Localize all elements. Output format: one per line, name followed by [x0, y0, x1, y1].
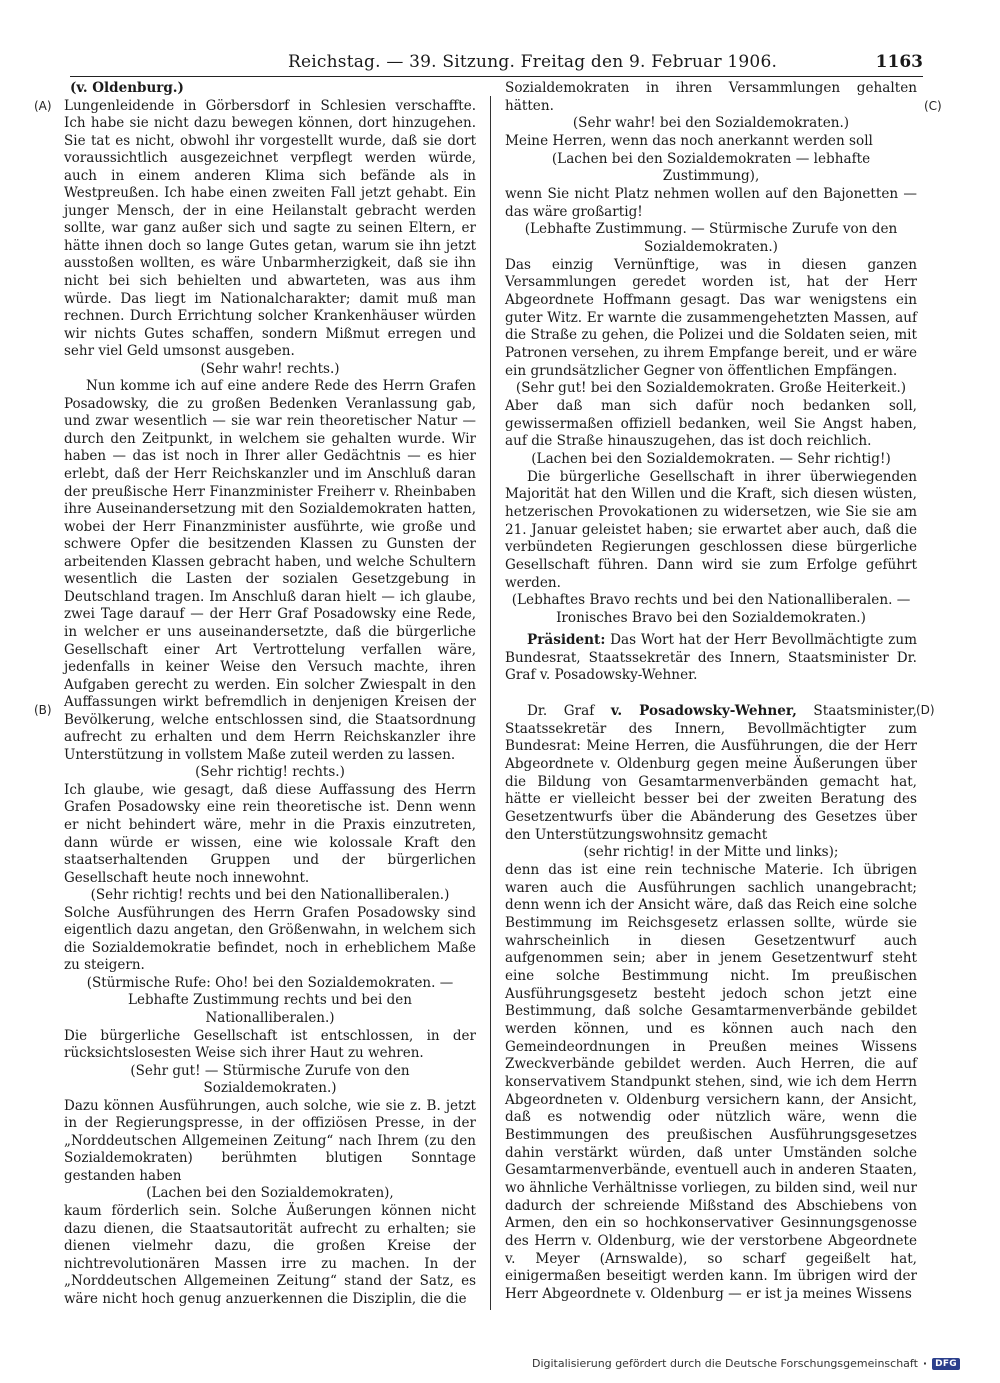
margin-marker-d: (D) — [916, 703, 935, 717]
right-column — [505, 80, 917, 1304]
digitization-credit: Digitalisierung gefördert durch die Deutsche Forschungsgemeinschaft — [531, 1357, 918, 1370]
interjection: (Sehr gut! — Stürmische Zurufe von den Sozialdemokraten.) — [130, 1062, 410, 1097]
header-rule — [70, 76, 923, 77]
interjection: (Lachen bei den Sozialdemokraten), — [146, 1185, 394, 1202]
speech-text: Staatsminister, Staatssekretär des Innern, Bevollmächtigter zum Bundesrat: Meine Herren, die Ausführungen, die der Herr Abgeordnete v. Oldenburg gegen meine Äußerungen über die Bildung von Gesamtarmenverbänden gemacht hat, hätte er vielleicht besser bei der zweiten Beratung des Gesetzentwurfs über die Abänderung des Gesetzes über den Unterstützungswohnsitz gemacht — [505, 702, 917, 843]
page-header — [70, 52, 923, 76]
interjection: (Stürmische Rufe: Oho! bei den Sozialdemokraten. — Lebhafte Zustimmung rechts und bei den Nationalliberalen.) — [86, 974, 454, 1026]
paragraph: Meine Herren, wenn das noch anerkannt werden soll — [505, 133, 873, 150]
paragraph: kaum förderlich sein. Solche Äußerungen können nicht dazu dienen, die Staatsautorität aufrecht zu erhalten; sie dienen vielmehr dazu, die großen Kreise der nichtrevolutionären Massen irre zu machen. In der „Norddeutschen Allgemeinen Zeitung“ stand der Satz, es wäre nicht hoch genug anzuerkennen die Disziplin, die die — [64, 1203, 476, 1307]
paragraph: Das einzig Vernünftige, was in diesen ganzen Versammlungen geredet worden ist, hat der Herr Abgeordnete Hoffmann gesagt. Das war wenigstens ein guter Witz. Er warnte die zusammengehetzten Massen, auf die Straße zu gehen, die Polizei und die Soldaten seien, mit Patronen versehen, zu ihrem Empfange bereit, und er wäre ein grundsätzlicher Gegner von öffentlichen Empfängen. — [505, 256, 917, 379]
left-column — [64, 80, 476, 1308]
paragraph: Lungenleidende in Görbersdorf in Schlesien verschaffte. Ich habe sie nicht dazu bewegen können, dort hinzugehen. Sie tat es nicht, obwohl ihr vorgestellt wurde, daß sie dort voraussichtlich ausgezeichnet verpflegt werden würde, auch in einem anderen Klima sich befände als in Westpreußen. Ich habe einen zweiten Fall jetzt gehabt. Ein junger Mensch, der in eine Heilanstalt gebracht werden sollte, war ganz außer sich und sagte zu seinen Eltern, er hätte ihnen doch so lange Gutes getan, warum sie ihn jetzt ausstoßen wollten, es wäre Unbarmherzigkeit, daß sie ihn nicht bei sich behielten und abwarteten, was aus ihm würde. Das liegt im Nationalcharakter; damit muß man rechnen. Durch Errichtung solcher Krankenhäuser würden wir nichts Gutes schaffen, sondern Mißmut erregen und sehr viel Geld umsonst ausgeben. — [64, 97, 476, 360]
paragraph: Sozialdemokraten in ihren Versammlungen gehalten hätten. — [505, 80, 917, 114]
interjection: (Lachen bei den Sozialdemokraten — lebhafte Zustimmung), — [551, 150, 871, 185]
paragraph: Die bürgerliche Gesellschaft in ihrer überwiegenden Majorität hat den Willen und die Kraft, sich diesen wüsten, hetzerischen Provokationen zu widersetzen, wie Sie sie am 21. Januar geleistet haben; sie erwartet aber auch, daß die verbündeten Regierungen geschlossen diese bürgerliche Gesellschaft führen. Dann wird sie zum Erfolge geführt werden. — [505, 468, 917, 591]
paragraph: denn das ist eine rein technische Materie. Ich übrigen waren auch die Ausführungen sachlich unangebracht; denn wenn ich der Ansicht wäre, daß das Reich eine solche Bestimmung im Reichsgesetz erlassen sollte, würde sie wahrscheinlich in diesen Gesetzentwurf auch aufgenommen sein; aber in jenem Gesetzentwurf steht eine solche Bestimmung nicht. Im preußischen Ausführungsgesetz besteht jedoch schon jetzt eine Bestimmung, daß solche Gesamtarmenverbände gebildet werden können, und es können auch nach den Gemeindeordnungen in Preußen meines Wissens Zweckverbände gebildet werden. Auch Herren, die auf konservativem Standpunkt stehen, sind, wie ich dem Herrn Abgeordneten v. Oldenburg versichern kann, der Ansicht, daß es notwendig oder nützlich wäre, wenn die Bestimmungen des preußischen Ausführungsgesetzes dahin verstärkt würden, daß unter Umständen solche Gesamtarmenverbände, eventuell auch in anderen Staaten, wo ähnliche Verhältnisse vorliegen, zu bilden sind, weil nur dadurch der schreiende Mißstand des Abschiebens von Armen, den ein so hochkonservativer Gesinnungsgenosse des Herrn v. Oldenburg, wie der verstorbene Abgeordnete v. Meyer (Arnswalde), so scharf gegeißelt hat, einigermaßen beseitigt werden kann. Im übrigen wird der Herr Abgeordnete v. Oldenburg — er ist ja meines Wissens — [505, 861, 917, 1303]
speaker-label: Präsident: — [527, 631, 606, 648]
interjection: (Sehr wahr! bei den Sozialdemokraten.) — [572, 115, 850, 132]
paragraph: Aber daß man sich dafür noch bedanken soll, gewissermaßen offiziell bedanken, weil Sie Angst haben, auf die Straße hinauszugehen, das ist doch reichlich. — [505, 398, 917, 450]
interjection: (Lebhaftes Bravo rechts und bei den Nationalliberalen. — Ironisches Bravo bei den Sozialdemokraten.) — [511, 592, 911, 627]
paragraph: Nun komme ich auf eine andere Rede des Herrn Grafen Posadowsky, die zu großen Bedenken Veranlassung gab, und zwar wesentlich — sie war rein theoretischer Natur — durch den Zeitpunkt, in welchem sie gehalten wurde. Wir haben — das ist noch in Ihrer aller Gedächtnis — es hier erlebt, daß der Herr Reichskanzler und im Anschluß daran der preußische Herr Finanzminister Freiherr v. Rheinbaben ihre Auseinandersetzung mit den Sozialdemokraten hatten, wobei der Herr Finanzminister ausführte, wie große und schwere Opfer die besitzenden Klassen zu Gunsten der arbeitenden Klassen gebracht haben, und welche Schultern wesentlich die Lasten der sozialen Gesetzgebung in Deutschland tragen. Im Anschluß daran hielt — ich glaube, zwei Tage darauf — der Herr Graf Posadowsky eine Rede, in welcher er uns auseinandersetzte, daß die bürgerliche Gesellschaft einer Art Vertrottelung verfallen wäre, jedenfalls in keiner Weise den Versuch machte, ihren Aufgaben gerecht zu werden. Ein solcher Zwiespalt in den Auffassungen wirkt befremdlich in denjenigen Kreisen der Bevölkerung, welche entschlossen sind, die Staatsordnung aufrecht zu erhalten und dem Herrn Reichskanzler ihre Unterstützung in vollstem Maße zuteil werden zu lassen. — [64, 378, 476, 763]
separator-dot: · — [922, 1357, 928, 1370]
interjection: (sehr richtig! in der Mitte und links); — [583, 844, 839, 861]
president-statement — [505, 632, 917, 685]
page-number: 1163 — [875, 52, 923, 72]
paragraph: Solche Ausführungen des Herrn Grafen Posadowsky sind eigentlich dazu angetan, den Größenwahn, in welchem sich die Sozialdemokratie befindet, noch in erheblichem Maße zu steigern. — [64, 904, 476, 974]
speaker-continuation-header: (v. Oldenburg.) — [70, 80, 184, 96]
interjection: (Lebhafte Zustimmung. — Stürmische Zurufe von den Sozialdemokraten.) — [524, 221, 898, 256]
paragraph: Ich glaube, wie gesagt, daß diese Auffassung des Herrn Grafen Posadowsky eine rein theoretische ist. Denn wenn er nicht behindert wäre, mehr in die Praxis einzutreten, dann würde er wissen, eine wie kolossale Kraft den staatserhaltenden Gruppen und der bürgerlichen Gesellschaft heute noch innewohnt. — [64, 781, 476, 886]
column-divider — [490, 96, 491, 1310]
margin-marker-c: (C) — [924, 99, 942, 113]
speaker-paragraph — [505, 703, 917, 844]
running-title: Reichstag. — 39. Sitzung. Freitag den 9. Februar 1906. — [288, 52, 778, 72]
interjection: (Lachen bei den Sozialdemokraten. — Sehr richtig!) — [531, 451, 891, 468]
interjection: (Sehr gut! bei den Sozialdemokraten. Große Heiterkeit.) — [515, 380, 907, 397]
paragraph: Dazu können Ausführungen, auch solche, wie sie z. B. jetzt in der Regierungspresse, in der offiziösen Presse, in der „Norddeutschen Allgemeinen Zeitung“ nach Ihrem (zu den Sozialdemokraten) berühmten blutigen Sonntage gestanden haben — [64, 1097, 476, 1184]
margin-marker-a: (A) — [34, 99, 52, 113]
paragraph: wenn Sie nicht Platz nehmen wollen auf den Bajonetten — das wäre großartig! — [505, 186, 917, 220]
dfg-logo: DFG — [932, 1358, 960, 1370]
interjection: (Sehr richtig! rechts.) — [195, 764, 345, 781]
paragraph: Die bürgerliche Gesellschaft ist entschlossen, in der rücksichtslosesten Weise sich ihrer Haut zu wehren. — [64, 1027, 476, 1062]
speaker-name: v. Posadowsky-Wehner, — [610, 702, 797, 719]
margin-marker-b: (B) — [34, 703, 52, 717]
speaker-title: Dr. Graf — [527, 702, 595, 719]
statement-text: Das Wort hat der Herr Bevollmächtigte zum Bundesrat, Staatssekretär des Innern, Staatsminister Dr. Graf v. Posadowsky-Wehner. — [505, 631, 917, 684]
footer-credit — [532, 1357, 960, 1370]
interjection: (Sehr wahr! rechts.) — [200, 360, 340, 377]
interjection: (Sehr richtig! rechts und bei den Nationalliberalen.) — [90, 887, 450, 904]
